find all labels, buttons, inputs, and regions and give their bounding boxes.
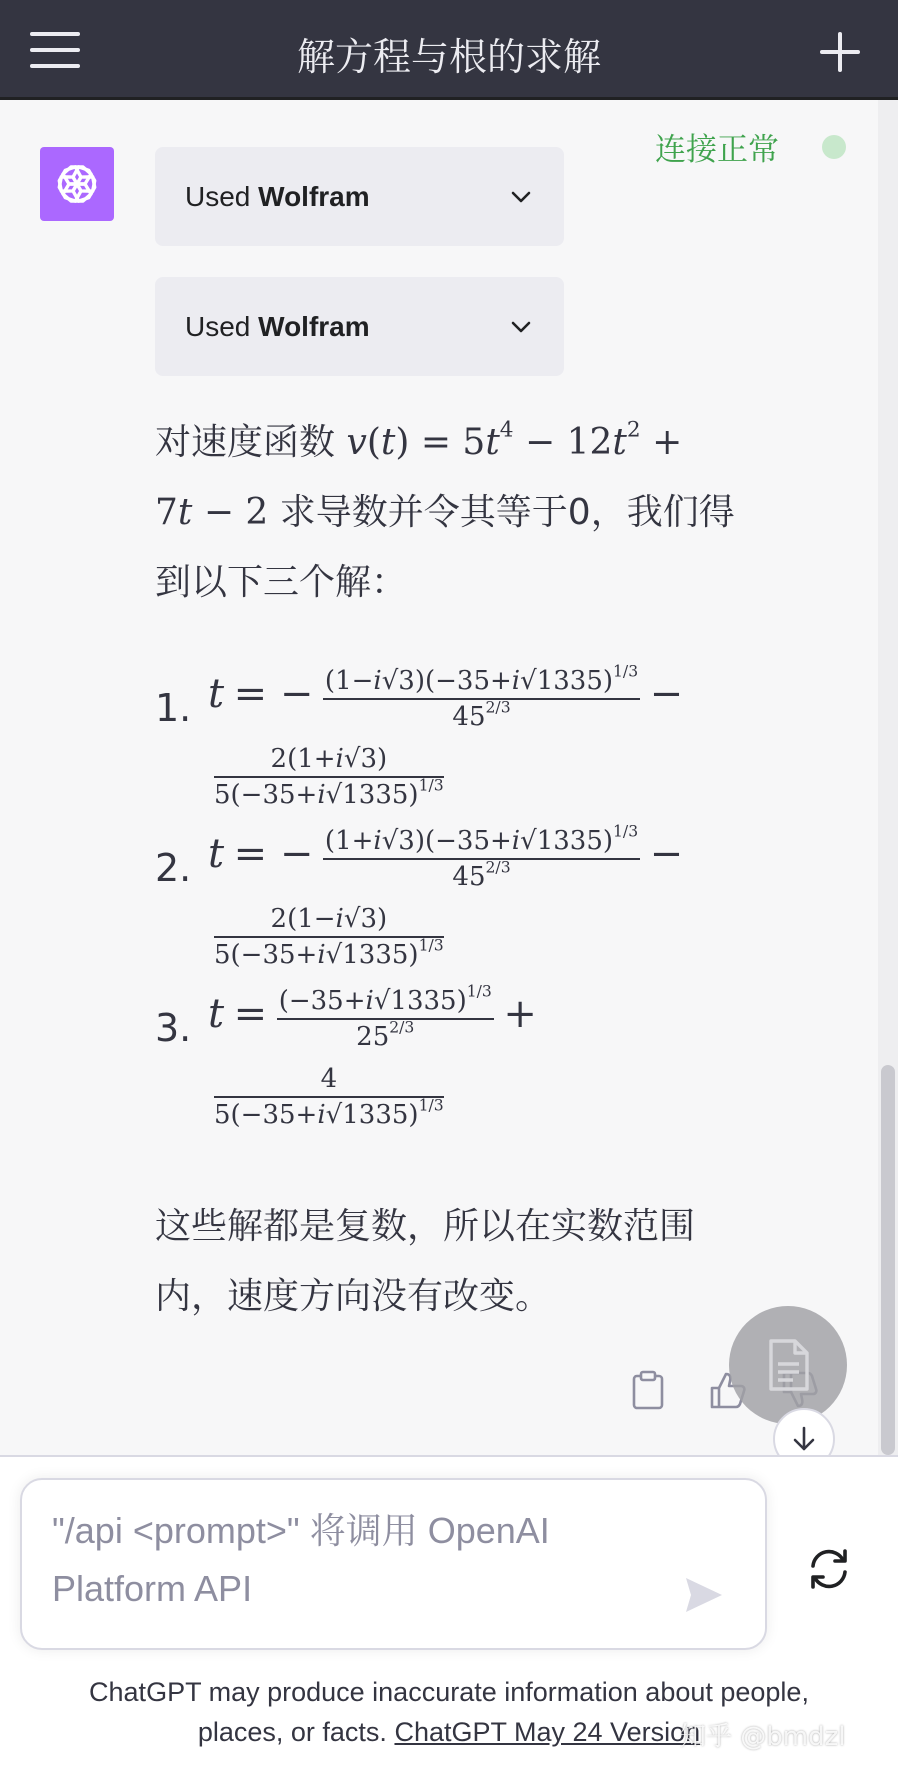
tool-usage-label: Used Wolfram bbox=[185, 180, 370, 212]
disclaimer-text: ChatGPT may produce inaccurate information about people, bbox=[89, 1677, 809, 1707]
message-conclusion bbox=[155, 1192, 805, 1332]
solution-number: 1. bbox=[155, 686, 192, 730]
arrow-down-icon bbox=[790, 1425, 818, 1453]
connection-status-dot bbox=[822, 135, 846, 159]
conversation-title: 解方程与根的求解 bbox=[296, 35, 601, 79]
intro-text: 求导数并令其等于0，我们得 bbox=[279, 492, 735, 533]
connection-status-label: 连接正常 bbox=[655, 132, 779, 168]
send-icon[interactable] bbox=[682, 1573, 726, 1617]
watermark: 知乎 @bmdzl bbox=[680, 1722, 846, 1752]
solution-number: 3. bbox=[155, 1006, 192, 1050]
tool-usage-card[interactable] bbox=[155, 277, 564, 376]
velocity-function-formula: $v(t) = 5t^4 - 12t^2$ + bbox=[346, 417, 683, 463]
intro-text: 对速度函数 bbox=[155, 422, 336, 463]
intro-text: 到以下三个解： bbox=[155, 562, 408, 603]
conclusion-text: 内，速度方向没有改变。 bbox=[155, 1276, 552, 1317]
solution-1-formula: t = − $\frac{(1-i√3)(-35+i√1335)^{1/3}}{45^{2/3}}$ − bbox=[208, 662, 684, 732]
chevron-down-icon[interactable] bbox=[508, 314, 534, 340]
conclusion-text: 这些解都是复数，所以在实数范围 bbox=[155, 1206, 696, 1247]
disclaimer-text: places, or facts. bbox=[197, 1717, 387, 1747]
top-bar bbox=[0, 0, 898, 100]
regenerate-icon[interactable] bbox=[804, 1544, 854, 1594]
version-link[interactable]: ChatGPT May 24 Version bbox=[394, 1717, 701, 1747]
solution-1-formula-cont: $\frac{2(1+i√3)}{5(-35+i√1335)^{1/3}}$ bbox=[214, 744, 444, 810]
tool-usage-label: Used Wolfram bbox=[185, 310, 370, 342]
velocity-function-formula-cont: 7t − 2 bbox=[155, 492, 269, 533]
scrollbar-thumb[interactable] bbox=[881, 1065, 895, 1455]
chevron-down-icon[interactable] bbox=[508, 184, 534, 210]
openai-logo-icon bbox=[49, 156, 105, 212]
solution-2-formula-cont: $\frac{2(1-i√3)}{5(-35+i√1335)^{1/3}}$ bbox=[214, 904, 444, 970]
tool-usage-card[interactable] bbox=[155, 147, 564, 246]
prompt-input[interactable] bbox=[20, 1478, 767, 1650]
solution-2-formula: t = − $\frac{(1+i√3)(-35+i√1335)^{1/3}}{45^{2/3}}$ − bbox=[208, 822, 684, 892]
document-icon bbox=[765, 1338, 811, 1392]
prompt-input-placeholder: "/api <prompt>" 将调用 OpenAI Platform API bbox=[52, 1510, 550, 1609]
floating-document-button[interactable] bbox=[729, 1306, 847, 1424]
solution-3-formula-cont: $\frac{4}{5(-35+i√1335)^{1/3}}$ bbox=[214, 1064, 444, 1130]
assistant-avatar bbox=[40, 147, 114, 221]
solution-number: 2. bbox=[155, 846, 192, 890]
message-intro bbox=[155, 408, 805, 618]
copy-clipboard-icon[interactable] bbox=[630, 1370, 666, 1410]
new-chat-plus-icon[interactable] bbox=[820, 32, 860, 72]
solution-3-formula: t = $\frac{(-35+i√1335)^{1/3}}{25^{2/3}}$ + bbox=[208, 982, 537, 1052]
